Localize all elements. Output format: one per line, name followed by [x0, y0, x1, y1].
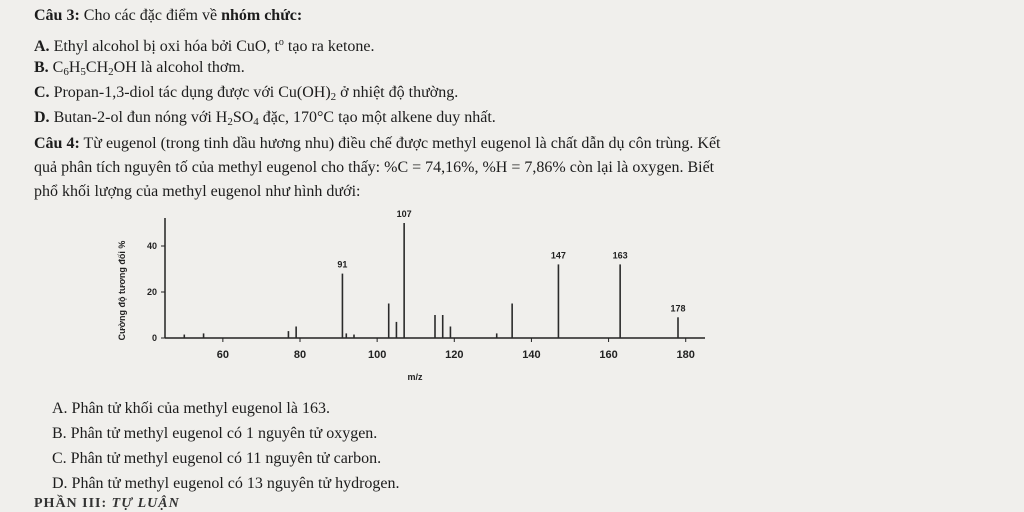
question-3-option-a	[34, 33, 375, 57]
question-3-option-d	[34, 108, 496, 132]
subscript: 6	[63, 66, 69, 78]
question-4-line-1	[34, 134, 721, 154]
question-4-number: Câu 4:	[34, 135, 80, 152]
option-letter: D.	[34, 109, 50, 126]
option-text: Propan-1,3-diol tác dụng được với Cu(OH)	[53, 84, 331, 101]
option-letter: B.	[34, 59, 49, 76]
subscript: 2	[330, 91, 337, 103]
peak-label: 91	[337, 259, 348, 270]
formula-part: SO	[232, 109, 254, 126]
question-4-option-d: D. Phân tử methyl eugenol có 13 nguyên tử hydrogen.	[52, 475, 400, 492]
question-4-line-3: phổ khối lượng của methyl eugenol như hình dưới:	[34, 183, 361, 200]
formula-part: H	[68, 59, 81, 76]
question-3-number: Câu 3:	[34, 7, 80, 24]
question-4-text: Từ eugenol (trong tinh dầu hương nhu) điều chế được methyl eugenol là chất dẫn dụ côn trùng. Kết	[83, 135, 721, 152]
subscript: 4	[253, 116, 259, 128]
peak-label: 147	[550, 250, 566, 261]
question-4-option-b: B. Phân tử methyl eugenol có 1 nguyên tử oxygen.	[52, 425, 378, 442]
formula-part: C	[52, 59, 64, 76]
question-4-option-a: A. Phân tử khối của methyl eugenol là 163.	[52, 400, 330, 417]
option-text: Ethyl alcohol bị oxi hóa bởi CuO, t	[53, 38, 279, 55]
y-tick-label: 0	[151, 333, 157, 343]
question-4-option-c: C. Phân tử methyl eugenol có 11 nguyên tử carbon.	[52, 450, 382, 467]
mass-spectrum-chart	[110, 208, 720, 390]
option-text: tạo ra ketone.	[287, 38, 375, 55]
y-tick-label: 20	[146, 287, 157, 297]
option-text: ở nhiệt độ thường.	[340, 84, 459, 101]
y-axis-label: Cường độ tương đối %	[117, 240, 127, 341]
x-tick-label: 180	[676, 349, 695, 361]
peak-label: 107	[396, 209, 412, 219]
option-letter: A.	[34, 38, 50, 55]
y-tick-label: 40	[146, 241, 157, 251]
question-3-option-c	[34, 83, 458, 107]
subscript: 2	[108, 66, 114, 78]
x-tick-label: 120	[445, 349, 464, 361]
subscript: 2	[227, 116, 233, 128]
option-text: đặc, 170°C tạo một alkene duy nhất.	[262, 109, 496, 126]
option-text: Butan-2-ol đun nóng với H	[53, 109, 228, 126]
question-3-intro: Cho các đặc điểm về	[83, 7, 218, 24]
question-3-intro-bold: nhóm chức:	[221, 7, 303, 24]
footer-part: PHẦN III:	[34, 496, 108, 511]
x-tick-label: 80	[293, 349, 307, 361]
option-letter: C.	[34, 84, 50, 101]
question-4-line-2: quả phân tích nguyên tố của methyl eugenol cho thấy: %C = 74,16%, %H = 7,86% còn lại là oxygen. Biết	[34, 159, 715, 176]
x-axis-label: m/z	[407, 372, 423, 382]
peak-label: 163	[612, 250, 628, 261]
superscript: o	[278, 37, 284, 48]
question-3-option-b	[34, 58, 245, 82]
x-tick-label: 100	[367, 349, 387, 361]
formula-part: CH	[85, 59, 109, 76]
option-text: OH là alcohol thơm.	[113, 59, 245, 76]
subscript: 5	[80, 66, 86, 78]
peak-label: 178	[670, 303, 686, 314]
x-tick-label: 140	[522, 349, 541, 361]
footer-title: TỰ LUẬN	[111, 496, 180, 511]
x-tick-label: 160	[599, 349, 618, 361]
question-3-heading	[34, 6, 302, 26]
x-tick-label: 60	[216, 349, 229, 361]
